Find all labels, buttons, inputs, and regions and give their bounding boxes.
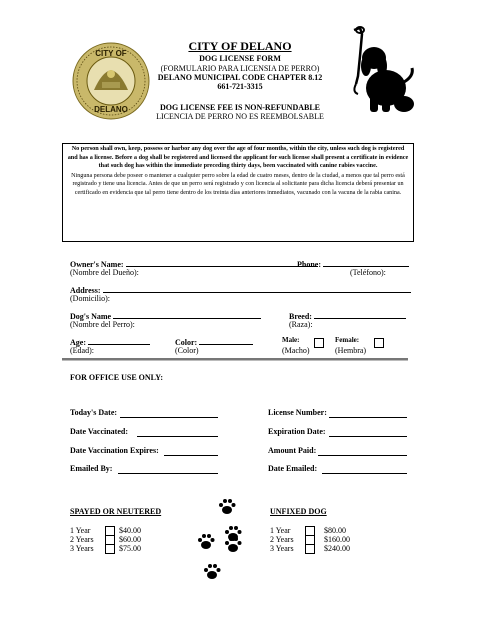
spayed-price: $60.00: [119, 535, 141, 544]
emailed-by-label: Emailed By:: [70, 464, 113, 473]
vaccination-expires-row: [70, 446, 159, 456]
todays-date-input[interactable]: [120, 417, 218, 418]
paw-print-icon: [197, 533, 215, 551]
male-checkbox[interactable]: [314, 338, 324, 348]
spayed-term: 2 Years: [70, 535, 94, 544]
phone-es: (Teléfono):: [350, 268, 386, 277]
unfixed-heading: UNFIXED DOG: [270, 507, 327, 516]
amount-paid-input[interactable]: [318, 455, 407, 456]
todays-date-row: [70, 408, 117, 418]
breed-es: (Raza):: [289, 320, 313, 329]
unfixed-price: $240.00: [324, 544, 350, 553]
female-checkbox[interactable]: [374, 338, 384, 348]
paw-print-icon: [224, 536, 242, 554]
male-es: (Macho): [282, 346, 310, 355]
color-input[interactable]: [199, 336, 253, 345]
emailed-by-row: [70, 464, 112, 474]
address-label: Address:: [70, 286, 101, 295]
code-line: DELANO MUNICIPAL CODE CHAPTER 8.12: [157, 73, 323, 82]
color-label: Color:: [175, 338, 198, 347]
expiration-date-input[interactable]: [329, 436, 407, 437]
notice-english: No person shall own, keep, possess or harbor any dog over the age of four months, within the city, unless such dog is registered and has a license. Before a dog shall be registered and licensed the applicant for such license shall present a certificate in evidence that such dog has within the immediate preceding thirty days, been vaccinated with canine rabies vaccine.: [67, 145, 409, 169]
notice-spanish: Ninguna persona debe poseer o mantener a cualquier perro sobre la edad de cuatro meses, dentro de la ciudad, a menos que tal perro está registrado y tiene una licencia. Antes de que un perro será registrado y con licencia al solicitante para dicha licencia deberá presentar un certificado en evidencia que tal perro tiene dentro de los treinta días anteriores inmediatos, vacunado con la vacuna de la rabia canina.: [71, 172, 405, 196]
female-label: Female:: [335, 336, 360, 344]
owner-name-input[interactable]: [126, 258, 318, 267]
section-divider: [62, 358, 408, 361]
amount-paid-label: Amount Paid:: [268, 446, 317, 455]
emailed-by-input[interactable]: [118, 473, 218, 474]
unfixed-price: $80.00: [324, 526, 346, 535]
age-input[interactable]: [88, 336, 150, 345]
spayed-list: [70, 526, 190, 553]
phone-input[interactable]: [323, 258, 409, 267]
spayed-row: [70, 544, 190, 553]
unfixed-list: [270, 526, 390, 553]
phone-label: Phone:: [297, 260, 321, 269]
fee-notice-es: LICENCIA DE PERRO NO ES REEMBOLSABLE: [156, 112, 324, 121]
form-title-es: (FORMULARIO PARA LICENSIA DE PERRO): [160, 64, 320, 73]
amount-paid-row: [268, 446, 316, 456]
date-vaccinated-label: Date Vaccinated:: [70, 427, 128, 436]
address-row: [70, 284, 411, 296]
date-vaccinated-input[interactable]: [137, 436, 218, 437]
license-number-row: [268, 408, 327, 418]
address-input[interactable]: [103, 284, 411, 293]
notice-box: [62, 143, 414, 242]
spayed-row: [70, 535, 190, 544]
paw-print-icon: [203, 563, 221, 581]
spayed-checkbox[interactable]: [105, 544, 115, 554]
seal-top-text: CITY OF: [95, 49, 127, 58]
unfixed-price: $160.00: [324, 535, 350, 544]
spayed-price: $40.00: [119, 526, 141, 535]
phone-line: 661-721-3315: [217, 82, 263, 91]
spayed-term: 1 Year: [70, 526, 91, 535]
age-es: (Edad):: [70, 346, 94, 355]
form-title: DOG LICENSE FORM: [199, 54, 281, 63]
owner-name-es: (Nombre del Dueño):: [70, 268, 139, 277]
todays-date-label: Today's Date:: [70, 408, 118, 417]
dog-name-input[interactable]: [113, 310, 261, 319]
vaccination-expires-label: Date Vaccination Expires:: [70, 446, 159, 455]
breed-input[interactable]: [314, 310, 406, 319]
unfixed-row: [270, 535, 390, 544]
vaccination-expires-input[interactable]: [164, 455, 218, 456]
date-emailed-input[interactable]: [322, 473, 407, 474]
male-row: [282, 336, 300, 345]
form-header: [140, 40, 340, 121]
address-es: (Domicilio):: [70, 294, 110, 303]
unfixed-checkbox[interactable]: [305, 544, 315, 554]
breed-label: Breed:: [289, 312, 312, 321]
city-seal-icon: [72, 42, 150, 120]
office-heading: FOR OFFICE USE ONLY:: [70, 373, 163, 382]
color-es: (Color): [175, 346, 199, 355]
license-number-label: License Number:: [268, 408, 327, 417]
dog-silhouette-icon: [348, 26, 416, 116]
spayed-price: $75.00: [119, 544, 141, 553]
expiration-date-row: [268, 427, 326, 437]
license-number-input[interactable]: [329, 417, 407, 418]
spayed-row: [70, 526, 190, 535]
date-emailed-row: [268, 464, 317, 474]
unfixed-row: [270, 526, 390, 535]
spayed-term: 3 Years: [70, 544, 94, 553]
owner-name-label: Owner's Name:: [70, 260, 124, 269]
fee-notice: DOG LICENSE FEE IS NON-REFUNDABLE: [159, 103, 321, 112]
female-row: [335, 336, 359, 345]
unfixed-term: 1 Year: [270, 526, 291, 535]
unfixed-term: 3 Years: [270, 544, 294, 553]
city-title: CITY OF DELANO: [188, 39, 292, 53]
seal-bottom-text: DELANO: [94, 105, 128, 114]
date-vaccinated-row: [70, 427, 128, 437]
dog-name-es: (Nombre del Perro):: [70, 320, 135, 329]
spayed-heading: SPAYED OR NEUTERED: [70, 507, 162, 516]
unfixed-term: 2 Years: [270, 535, 294, 544]
unfixed-row: [270, 544, 390, 553]
expiration-date-label: Expiration Date:: [268, 427, 326, 436]
female-es: (Hembra): [335, 346, 367, 355]
male-label: Male:: [282, 336, 300, 344]
paw-print-icon: [218, 498, 236, 516]
date-emailed-label: Date Emailed:: [268, 464, 318, 473]
dog-name-label: Dog's Name: [70, 312, 112, 321]
age-label: Age:: [70, 338, 86, 347]
